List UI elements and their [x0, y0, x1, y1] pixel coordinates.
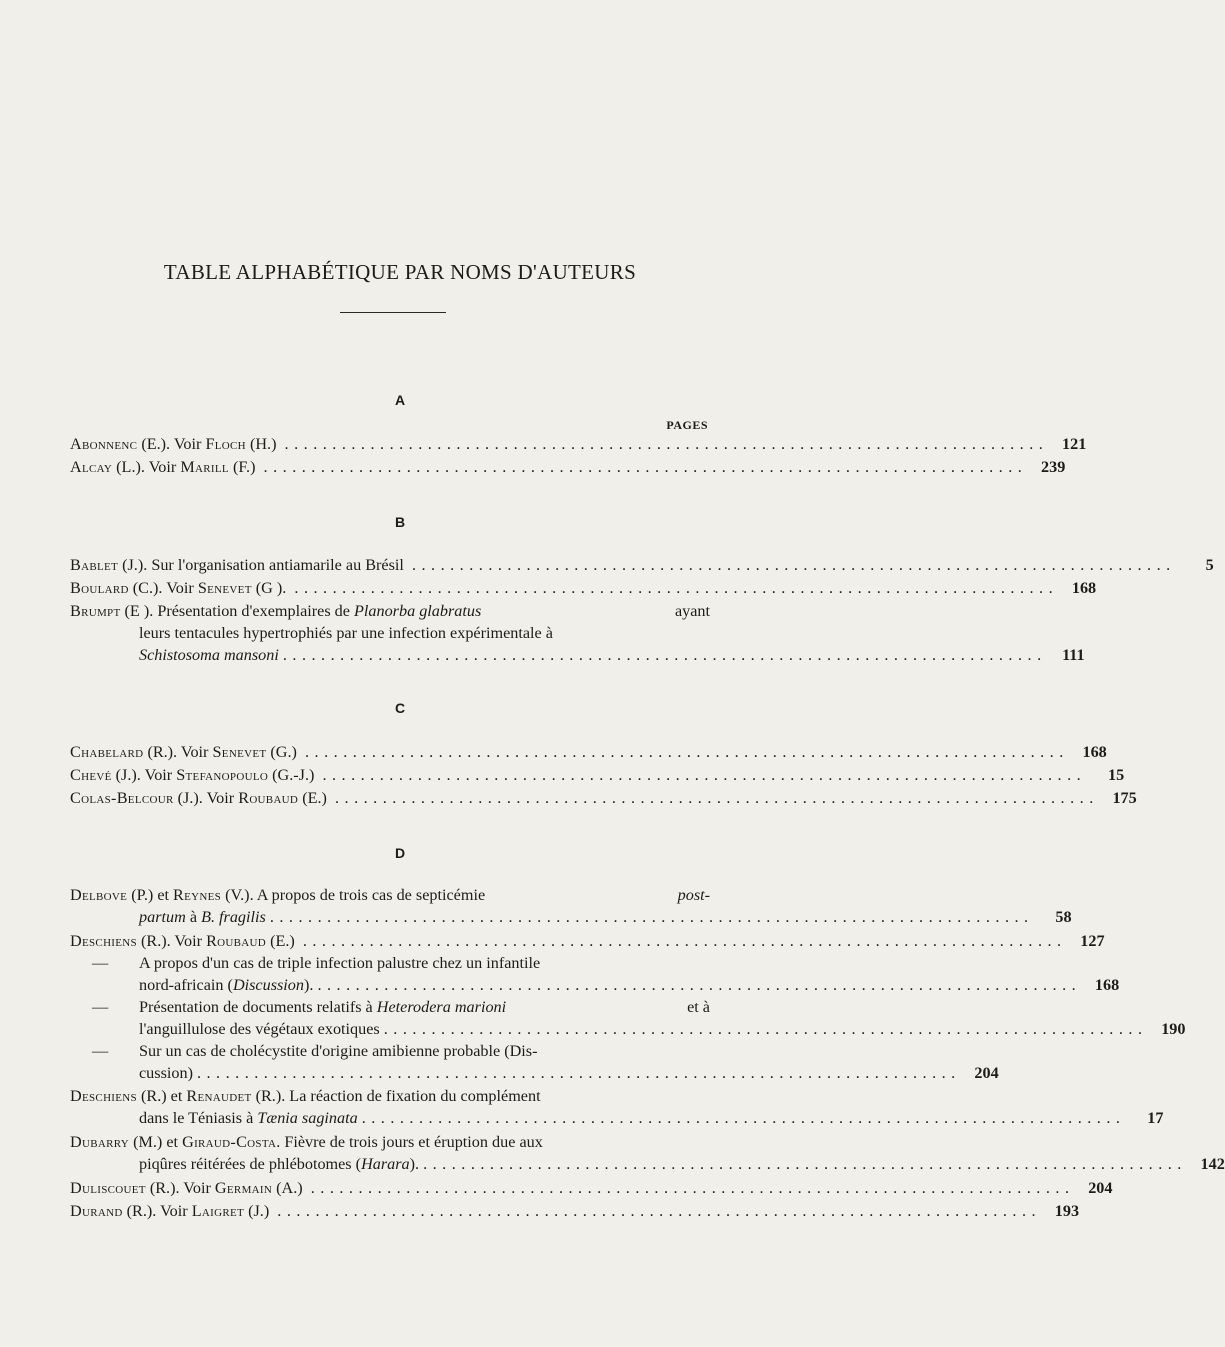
author-name: Deschiens	[70, 932, 137, 950]
author-name: Alcay	[70, 458, 113, 476]
entry-durand: Durand (R.). Voir Laigret (J.) ................................................................................ 193	[70, 1202, 1080, 1220]
author-name: Duliscouet	[70, 1179, 146, 1197]
leader-dots: ................................................................................	[302, 932, 1067, 950]
leader-dots: ................................................................................	[361, 1109, 1126, 1127]
ref-name: Germain	[214, 1179, 273, 1197]
page-number: 175	[1112, 789, 1137, 807]
leader-dots: ................................................................................	[277, 1202, 1042, 1220]
page-number: 204	[1088, 1179, 1113, 1197]
ditto-dash: —	[92, 954, 109, 972]
leader-dots: ................................................................................	[263, 458, 1028, 476]
entry-deschiens-2: Deschiens (R.) et Renaudet (R.). La réaction de fixation du complément dans le Téniasis à Tænia saginata ................................................................................ 17	[70, 1087, 1164, 1127]
page-number: 17	[1147, 1109, 1164, 1127]
entry-colas-belcour: Colas-Belcour (J.). Voir Roubaud (E.) ................................................................................ 175	[70, 789, 1137, 807]
ditto-dash: —	[92, 998, 109, 1016]
entry-brumpt: Brumpt (E ). Présentation d'exemplaires de Planorba glabratus ayant leurs tentacules hypertrophiés par une infection expérimentale à Schistosoma mansoni ................................................................................ 111	[70, 602, 1085, 664]
entry-chabelard: Chabelard (R.). Voir Senevet (G.) ................................................................................ 168	[70, 743, 1107, 761]
section-letter-b: B	[394, 514, 406, 530]
page-number: 5	[1205, 556, 1214, 574]
leader-dots: ................................................................................	[305, 743, 1069, 761]
leader-dots: ................................................................................	[334, 789, 1099, 807]
entry-delbove: Delbove (P.) et Reynes (V.). A propos de trois cas de septicémie post- partum à B. fragilis ................................................................................ 58	[70, 886, 1072, 926]
ref-name: Renaudet	[186, 1087, 252, 1105]
ref-name: Senevet	[212, 743, 267, 761]
page-number: 190	[1161, 1020, 1186, 1038]
leader-dots: ................................................................................	[196, 1064, 961, 1082]
leader-dots: ................................................................................	[317, 976, 1082, 994]
leader-dots: ................................................................................	[269, 908, 1034, 926]
section-letter-c: C	[394, 700, 406, 716]
author-name: Durand	[70, 1202, 123, 1220]
page-number: 127	[1080, 932, 1105, 950]
leader-dots: ................................................................................	[284, 435, 1049, 453]
entry-cheve: Chevé (J.). Voir Stefanopoulo (G.-J.) ................................................................................ 15	[70, 766, 1125, 784]
ref-name: Laigret	[191, 1202, 245, 1220]
leader-dots: ................................................................................	[310, 1179, 1075, 1197]
page-number: 168	[1082, 743, 1107, 761]
leader-dots: ................................................................................	[282, 646, 1047, 664]
page-number: 168	[1094, 976, 1120, 994]
author-name: Dubarry	[70, 1133, 130, 1151]
page-number: 142	[1200, 1155, 1225, 1173]
ref-name: Floch	[205, 435, 246, 453]
ref-name: Senevet	[197, 579, 252, 597]
leader-dots: ................................................................................	[322, 766, 1087, 784]
author-name: Abonnenc	[70, 435, 138, 453]
leader-dots: ................................................................................	[423, 1155, 1187, 1173]
author-name: Chevé	[70, 766, 112, 784]
author-name: Colas-Belcour	[70, 789, 174, 807]
ref-name: Reynes	[173, 886, 222, 904]
entry-deschiens-1: Deschiens (R.). Voir Roubaud (E.) ................................................................................ 127 — A propos d'un cas de triple infection palustre chez un infantile nord-africain ( Discussion ). ................................................................................ 168 — Présentation de documents relatifs à Heterodera marioni et à l'anguillulose des végétaux exotiques ................................................................................ 190 — Sur un cas de cholécystite d'origine amibienne probable (Dis- cussion) ................................................................................ 204	[70, 932, 1186, 1082]
leader-dots: ................................................................................	[383, 1020, 1148, 1038]
entry-dubarry: Dubarry (M.) et Giraud-Costa. Fièvre de trois jours et éruption due aux piqûres réitérées de phlébotomes ( Harara ). ................................................................................ 142	[70, 1133, 1225, 1173]
page-number: 239	[1041, 458, 1066, 476]
section-letter-a: A	[394, 392, 406, 408]
author-name: Bablet	[70, 556, 119, 574]
leader-dots: ................................................................................	[411, 556, 1176, 574]
page-number: 15	[1108, 766, 1125, 784]
entry-abonnenc: Abonnenc (E.). Voir Floch (H.) ................................................................................ 121	[70, 435, 1087, 453]
section-letter-d: D	[394, 845, 406, 861]
page-number: 121	[1062, 435, 1087, 453]
author-name: Chabelard	[70, 743, 144, 761]
page-number: 168	[1071, 579, 1097, 597]
ref-name: Giraud-Costa	[182, 1133, 277, 1151]
page-number: 111	[1062, 646, 1085, 664]
ditto-dash: —	[92, 1042, 109, 1060]
ref-name: Marill	[180, 458, 229, 476]
title-rule	[340, 312, 446, 313]
entry-alcay: Alcay (L.). Voir Marill (F.) ................................................................................ 239	[70, 458, 1066, 476]
entry-bablet: Bablet (J.). Sur l'organisation antiamarile au Brésil ................................................................................ 5	[70, 556, 1214, 574]
ref-name: Stefanopoulo	[176, 766, 269, 784]
author-name: Deschiens	[70, 1087, 137, 1105]
ref-name: Roubaud	[206, 932, 267, 950]
entry-boulard: Boulard (C.). Voir Senevet (G ). ................................................................................ 168	[70, 579, 1097, 597]
entry-duliscouet: Duliscouet (R.). Voir Germain (A.) ................................................................................ 204	[70, 1179, 1113, 1197]
author-name: Boulard	[70, 579, 129, 597]
author-name: Delbove	[70, 886, 128, 904]
page-number: 193	[1054, 1202, 1080, 1220]
page-number: 204	[974, 1064, 999, 1082]
page-title: TABLE ALPHABÉTIQUE PAR NOMS D'AUTEURS	[163, 260, 637, 284]
author-name: Brumpt	[70, 602, 121, 620]
pages-column-label: PAGES	[666, 418, 708, 432]
ref-name: Roubaud	[238, 789, 299, 807]
page-number: 58	[1055, 908, 1072, 926]
leader-dots: ................................................................................	[294, 579, 1059, 597]
